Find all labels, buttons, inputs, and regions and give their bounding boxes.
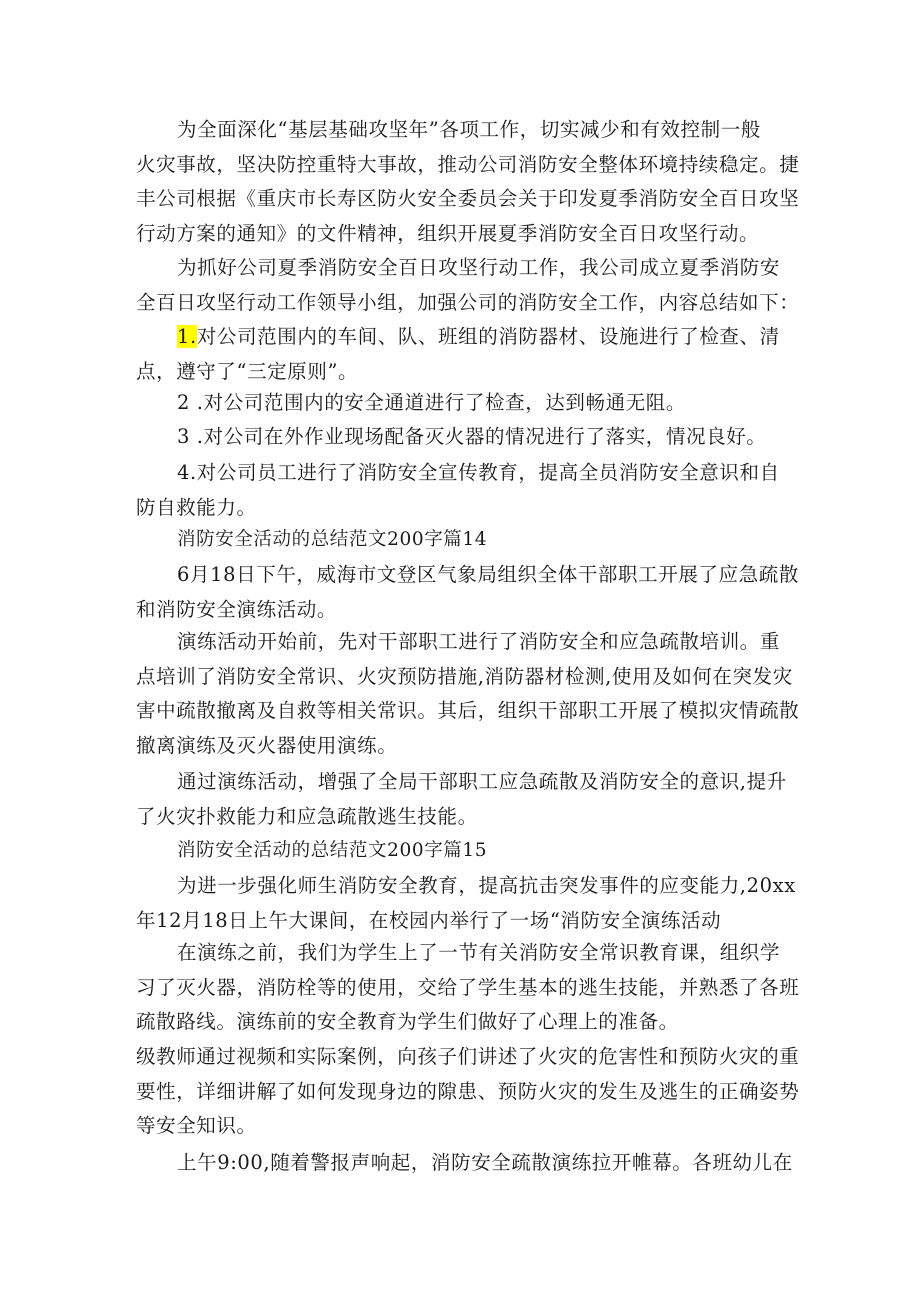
paragraph-15b bbox=[136, 936, 800, 1040]
text-line: 级教师通过视频和实际案例，向孩子们讲述了火灾的危害性和预防火灾的重 bbox=[136, 1045, 800, 1068]
text-line: 火灾事故，坚决防控重特大事故，推动公司消防安全整体环境持续稳定。捷 bbox=[136, 152, 800, 176]
text-line: 6月18日下午，威海市文登区气象局组织全体干部职工开展了应急疏散 bbox=[177, 563, 799, 586]
paragraph-14c bbox=[136, 765, 796, 834]
text-line bbox=[136, 320, 796, 355]
paragraph-summary-intro bbox=[136, 251, 800, 320]
text-line: 丰公司根据《重庆市长寿区防火安全委员会关于印发夏季消防安全百日攻坚 bbox=[136, 187, 800, 210]
list-item-2 bbox=[136, 386, 796, 421]
list-item-1 bbox=[136, 320, 796, 389]
section-heading-14 bbox=[136, 523, 796, 558]
text-line: 等安全知识。 bbox=[136, 1114, 257, 1137]
text-line: 了火灾扑救能力和应急疏散逃生技能。 bbox=[136, 804, 478, 828]
paragraph-14a bbox=[136, 558, 799, 627]
text-line: 3 .对公司在外作业现场配备灭火器的情况进行了落实，情况良好。 bbox=[177, 425, 767, 448]
text-line: 为全面深化“基层基础攻坚年”各项工作，切实减少和有效控制一般 bbox=[177, 118, 761, 141]
section-heading-15 bbox=[136, 834, 796, 869]
text-line: 要性，详细讲解了如何发现身边的隙患、预防火灾的发生及逃生的正确姿势 bbox=[136, 1079, 800, 1103]
text-line: 习了灭火器，消防栓等的使用，交给了学生基本的逃生技能，并熟悉了各班 bbox=[136, 975, 800, 999]
text-line: 为抓好公司夏季消防安全百日攻坚行动工作，我公司成立夏季消防安 bbox=[177, 256, 781, 279]
list-item-3 bbox=[136, 420, 796, 455]
text-line: 2 .对公司范围内的安全通道进行了检查，达到畅通无阻。 bbox=[177, 391, 687, 414]
list-item-4 bbox=[136, 456, 796, 525]
highlighted-number: 1. bbox=[177, 325, 197, 348]
item-text: 对公司范围内的车间、队、班组的消防器材、设施进行了检查、清 bbox=[196, 325, 780, 348]
text-line: 在演练之前，我们为学生上了一节有关消防安全常识教育课，组织学 bbox=[177, 941, 781, 964]
heading-text: 消防安全活动的总结范文200字篇14 bbox=[177, 529, 488, 550]
paragraph-14b bbox=[136, 625, 800, 763]
paragraph-intro bbox=[136, 113, 800, 251]
text-line: 防自救能力。 bbox=[136, 495, 257, 519]
text-line: 撤离演练及灭火器使用演练。 bbox=[136, 733, 398, 757]
text-line: 点培训了消防安全常识、火灾预防措施,消防器材检测,使用及如何在突发灾 bbox=[136, 664, 793, 688]
text-line: 年12月18日上午大课间，在校园内举行了一场“消防安全演练活动 bbox=[136, 908, 722, 932]
text-line: 害中疏散撤离及自救等相关常识。其后，组织干部职工开展了模拟灾情疏散 bbox=[136, 699, 800, 722]
text-line: 点，遵守了“三定原则”。 bbox=[136, 359, 359, 383]
text-line: 全百日攻坚行动工作领导小组，加强公司的消防安全工作，内容总结如下： bbox=[136, 290, 800, 314]
paragraph-15d bbox=[136, 1146, 796, 1181]
text-line: 疏散路线。演练前的安全教育为学生们做好了心理上的准备。 bbox=[136, 1010, 679, 1033]
text-line: 演练活动开始前，先对干部职工进行了消防安全和应急疏散培训。重 bbox=[177, 630, 781, 653]
text-line: 通过演练活动，增强了全局干部职工应急疏散及消防安全的意识,提升 bbox=[177, 770, 787, 793]
paragraph-15a bbox=[136, 869, 796, 938]
text-line: 和消防安全演练活动。 bbox=[136, 597, 338, 621]
text-line: 行动方案的通知》的文件精神，组织开展夏季消防安全百日攻坚行动。 bbox=[136, 221, 760, 245]
text-line: 上午9:00,随着警报声响起，消防安全疏散演练拉开帷幕。各班幼儿在 bbox=[177, 1151, 793, 1174]
paragraph-15c bbox=[136, 1040, 800, 1144]
text-line: 4.对公司员工进行了消防安全宣传教育，提高全员消防安全意识和自 bbox=[177, 461, 780, 484]
text-line: 为进一步强化师生消防安全教育，提高抗击突发事件的应变能力,20xx bbox=[177, 874, 796, 897]
heading-text: 消防安全活动的总结范文200字篇15 bbox=[177, 840, 488, 861]
